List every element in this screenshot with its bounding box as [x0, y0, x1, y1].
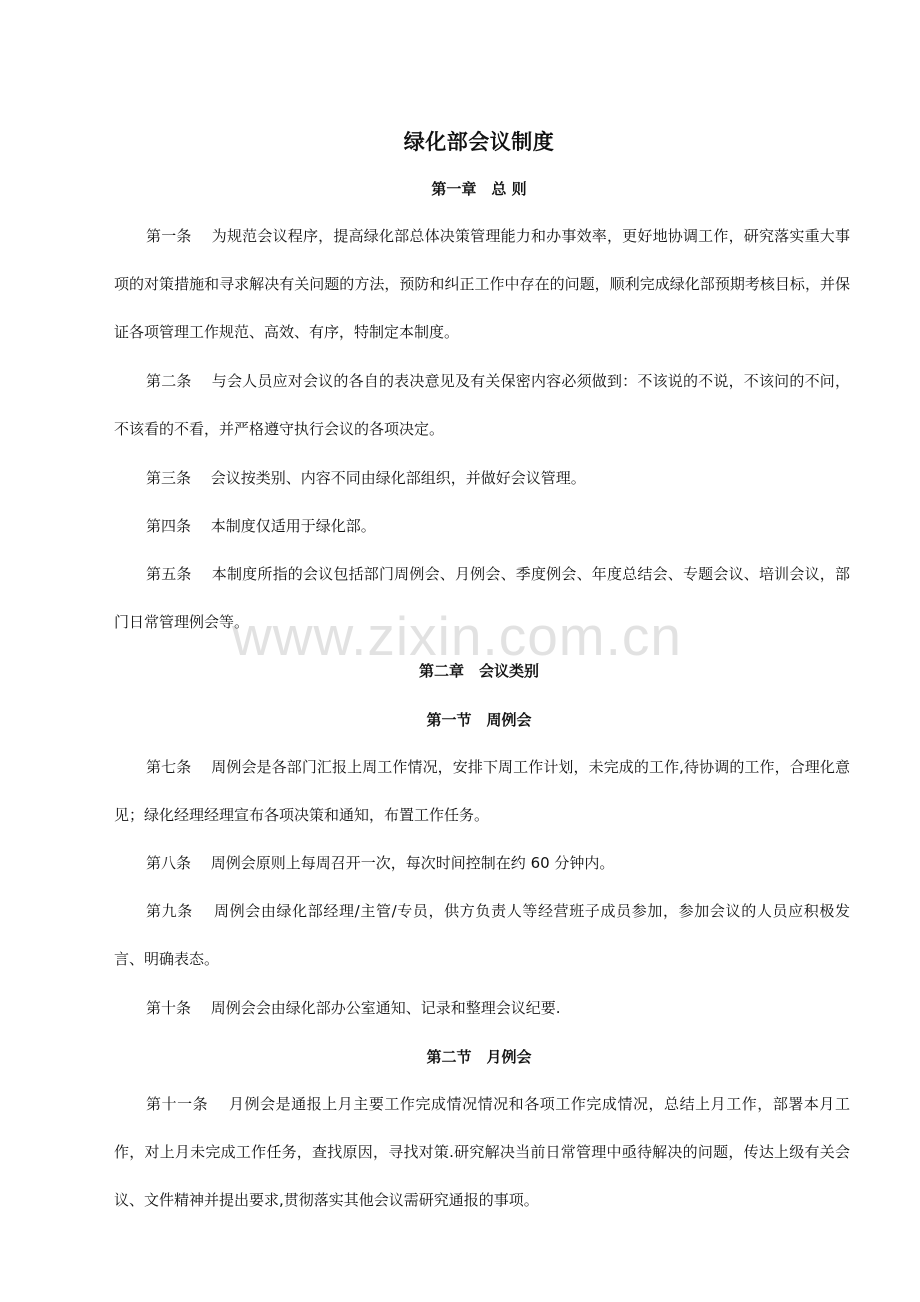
article-number: 第一条	[146, 227, 192, 245]
article-9	[114, 887, 850, 983]
article-number: 第八条	[146, 854, 192, 872]
article-text: 本制度仅适用于绿化部。	[210, 517, 376, 535]
article-number: 第十一条	[146, 1095, 209, 1113]
article-text: 周例会原则上每周召开一次，每次时间控制在约 60 分钟内。	[210, 854, 615, 872]
article-4	[114, 502, 850, 550]
article-1	[114, 212, 850, 356]
article-8	[114, 839, 850, 887]
article-5	[114, 550, 850, 646]
article-text: 周例会由绿化部经理/主管/专员，供方负责人等经营班子成员参加，参加会议的人员应积极发言、明确表态。	[114, 902, 850, 968]
section-heading-1: 第一节 周例会	[426, 711, 532, 729]
article-text: 与会人员应对会议的各自的表决意见及有关保密内容必须做到：不该说的不说，不该问的不问，不该看的不看，并严格遵守执行会议的各项决定。	[114, 372, 850, 438]
article-11	[114, 1080, 850, 1224]
article-text: 周例会是各部门汇报上周工作情况，安排下周工作计划，未完成的工作,待协调的工作，合理化意见；绿化经理经理宣布各项决策和通知，布置工作任务。	[114, 758, 850, 824]
document-title: 绿化部会议制度	[403, 130, 555, 154]
article-text: 本制度所指的会议包括部门周例会、月例会、季度例会、年度总结会、专题会议、培训会议，部门日常管理例会等。	[114, 565, 850, 631]
article-number: 第九条	[146, 902, 193, 920]
article-7	[114, 743, 850, 839]
article-number: 第四条	[146, 517, 192, 535]
article-3	[114, 454, 850, 502]
chapter-heading-1: 第一章 总 则	[431, 180, 527, 198]
section-heading-2: 第二节 月例会	[426, 1048, 532, 1066]
article-text: 周例会会由绿化部办公室通知、记录和整理会议纪要.	[210, 999, 561, 1017]
article-number: 第二条	[146, 372, 192, 390]
article-text: 会议按类别、内容不同由绿化部组织，并做好会议管理。	[210, 469, 586, 487]
article-text: 月例会是通报上月主要工作完成情况情况和各项工作完成情况，总结上月工作，部署本月工作，对上月未完成工作任务，查找原因，寻找对策.研究解决当前日常管理中亟待解决的问题，传达上级有关会议、文件精神并提出要求,贯彻落实其他会议需研究通报的事项。	[114, 1095, 850, 1209]
article-text: 为规范会议程序，提高绿化部总体决策管理能力和办事效率，更好地协调工作，研究落实重大事项的对策措施和寻求解决有关问题的方法，预防和纠正工作中存在的问题，顺利完成绿化部预期考核目标，并保证各项管理工作规范、高效、有序，特制定本制度。	[114, 227, 850, 341]
article-number: 第十条	[146, 999, 192, 1017]
watermark-text: www.zixin.com.cn	[232, 605, 682, 667]
article-number: 第五条	[146, 565, 192, 583]
chapter-heading-2: 第二章 会议类别	[418, 662, 539, 680]
article-number: 第七条	[146, 758, 192, 776]
article-2	[114, 357, 850, 453]
article-number: 第三条	[146, 469, 192, 487]
article-10	[114, 984, 850, 1032]
